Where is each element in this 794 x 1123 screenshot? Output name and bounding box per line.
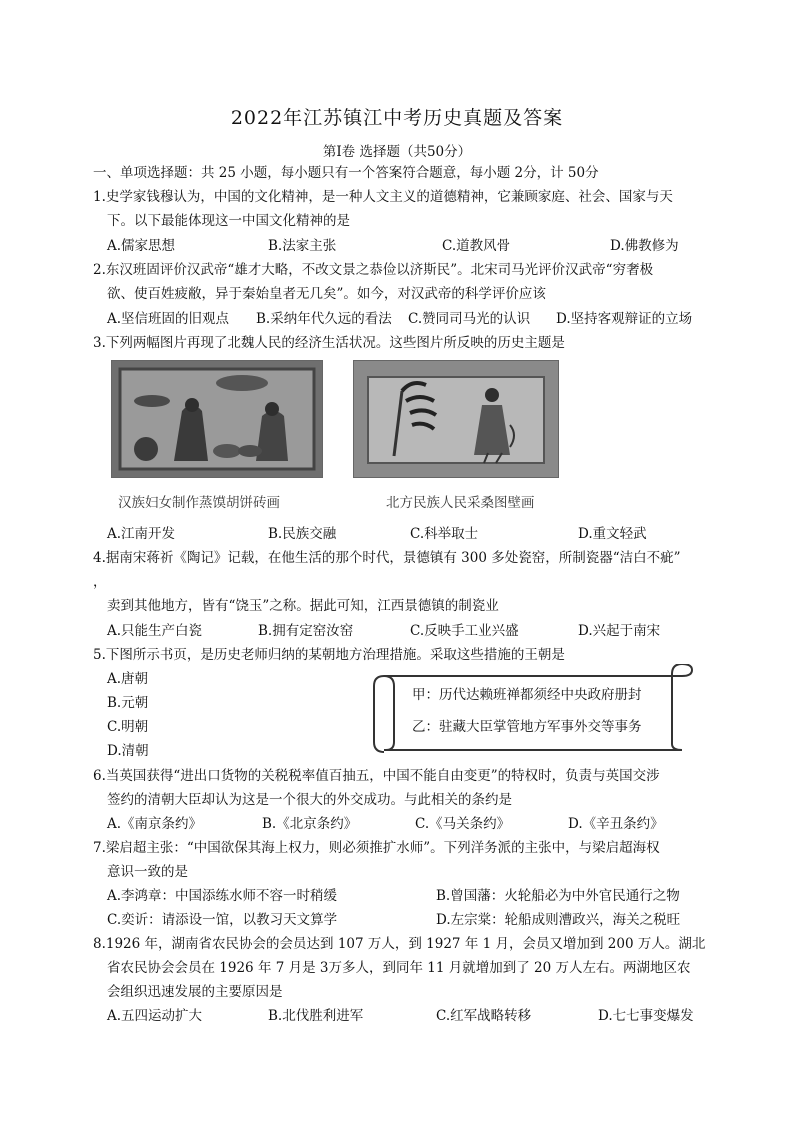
q8-stem-line3: 会组织迅速发展的主要原因是 [107, 984, 283, 1000]
mulberry-mural-icon [354, 361, 558, 477]
q8-stem-line1: 8.1926 年，湖南省农民协会的会员达到 107 万人，到 1927 年 1 月，会员又增加到 200 万人。湖北 [93, 936, 706, 952]
q7-option-b: B.曾国藩：火轮船必为中外官民通行之物 [436, 888, 680, 904]
q4-option-c: C.反映手工业兴盛 [410, 623, 519, 639]
q8-option-b: B.北伐胜利进军 [268, 1008, 364, 1024]
q3-option-c: C.科举取士 [410, 526, 479, 542]
q1-option-b: B.法家主张 [268, 238, 337, 254]
q6-option-d: D.《辛丑条约》 [568, 816, 664, 832]
q7-option-c: C.奕䜣：请添设一馆，以教习天文算学 [107, 912, 338, 928]
q5-option-a: A.唐朝 [107, 671, 149, 687]
q4-stem-comma: ， [93, 574, 107, 590]
q3-caption-right: 北方民族人民采桑图壁画 [386, 495, 535, 511]
brick-painting-image [111, 360, 323, 478]
page-title: 2022年江苏镇江中考历史真题及答案 [230, 107, 564, 129]
q2-option-c: C.赞同司马光的认识 [408, 311, 531, 327]
q2-option-a: A.坚信班固的旧观点 [107, 311, 230, 327]
q1-stem-line2: 下。以下最能体现这一中国文化精神的是 [107, 213, 350, 229]
q3-stem: 3.下列两幅图片再现了北魏人民的经济生活状况。这些图片所反映的历史主题是 [93, 335, 565, 351]
q4-stem-line2: 卖到其他地方，皆有“饶玉”之称。据此可知，江西景德镇的制瓷业 [107, 598, 499, 614]
q7-stem-line1: 7.梁启超主张：“中国欲保其海上权力，则必须推扩水师”。下列洋务派的主张中，与梁启超海权 [93, 840, 660, 856]
q3-option-b: B.民族交融 [268, 526, 337, 542]
q5-option-b: B.元朝 [107, 695, 149, 711]
q8-stem-line2: 省农民协会会员在 1926 年 7 月是 3万多人，到同年 11 月就增加到了 20 万人左右。两湖地区农 [107, 960, 691, 976]
q8-option-c: C.红军战略转移 [436, 1008, 532, 1024]
q1-option-c: C.道教风骨 [442, 238, 511, 254]
q4-option-b: B.拥有定窑汝窑 [258, 623, 354, 639]
q6-stem-line1: 6.当英国获得“进出口货物的关税税率值百抽五，中国不能自由变更”的特权时，负责与英国交涉 [93, 768, 660, 784]
brick-painting-icon [112, 361, 322, 477]
q8-option-a: A.五四运动扩大 [107, 1008, 203, 1024]
scroll-figure-icon [370, 664, 700, 758]
q5-stem: 5.下图所示书页，是历史老师归纳的某朝地方治理措施。采取这些措施的王朝是 [93, 647, 565, 663]
q3-option-d: D.重文轻武 [578, 526, 647, 542]
q7-option-d: D.左宗棠：轮船成则漕政兴，海关之税旺 [436, 912, 681, 928]
q6-option-c: C.《马关条约》 [415, 816, 511, 832]
q7-option-a: A.李鸿章：中国添练水师不容一时稍缓 [107, 888, 338, 904]
q1-option-d: D.佛教修为 [610, 238, 679, 254]
mulberry-mural-image [353, 360, 559, 478]
q2-option-b: B.采纳年代久远的看法 [256, 311, 392, 327]
q7-stem-line2: 意识一致的是 [107, 864, 188, 880]
section-instructions: 一、单项选择题：共 25 小题，每小题只有一个答案符合题意，每小题 2分，计 50分 [93, 165, 599, 181]
q4-option-d: D.兴起于南宋 [578, 623, 661, 639]
q2-stem-line1: 2.东汉班固评价汉武帝“雄才大略，不改文景之恭俭以济斯民”。北宋司马光评价汉武帝“穷奢极 [93, 262, 654, 278]
q6-stem-line2: 签约的清朝大臣却认为这是一个很大的外交成功。与此相关的条约是 [107, 792, 512, 808]
q6-option-a: A.《南京条约》 [107, 816, 203, 832]
q4-option-a: A.只能生产白瓷 [107, 623, 203, 639]
section-subtitle: 第Ⅰ卷 选择题（共50分） [322, 144, 472, 160]
q5-option-c: C.明朝 [107, 719, 149, 735]
q3-caption-left: 汉族妇女制作蒸馍胡饼砖画 [118, 495, 280, 511]
scroll-line-yi: 乙：驻藏大臣掌管地方军事外交等事务 [412, 719, 642, 735]
q3-option-a: A.江南开发 [107, 526, 176, 542]
q2-stem-line2: 欲、使百姓疲敝，异于秦始皇者无几矣”。如今，对汉武帝的科学评价应该 [107, 286, 546, 302]
q1-option-a: A.儒家思想 [107, 238, 176, 254]
scroll-line-jia: 甲：历代达赖班禅都须经中央政府册封 [412, 687, 642, 703]
q8-option-d: D.七七事变爆发 [598, 1008, 694, 1024]
q6-option-b: B.《北京条约》 [262, 816, 358, 832]
q5-option-d: D.清朝 [107, 743, 149, 759]
q1-stem-line1: 1.史学家钱穆认为，中国的文化精神，是一种人文主义的道德精神，它兼顾家庭、社会、国家与天 [93, 189, 673, 205]
q4-stem-line1: 4.据南宋蒋祈《陶记》记载，在他生活的那个时代，景德镇有 300 多处瓷窑，所制瓷器“洁白不疵” [93, 550, 681, 566]
q2-option-d: D.坚持客观辩证的立场 [556, 311, 693, 327]
